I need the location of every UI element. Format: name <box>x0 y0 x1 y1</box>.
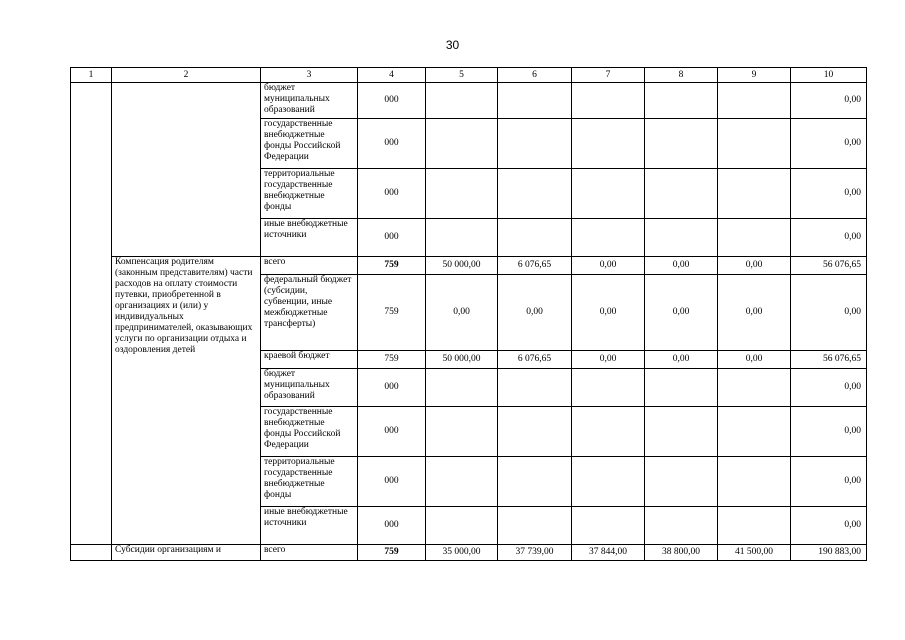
year-value-cell <box>426 407 498 457</box>
year-value-cell <box>572 219 645 257</box>
code-cell: 000 <box>358 83 426 119</box>
funding-source-cell: бюджет муниципальных образований <box>261 83 358 119</box>
year-value-cell <box>572 169 645 219</box>
funding-source-cell: бюджет муниципальных образований <box>261 369 358 407</box>
year-value-cell <box>645 169 718 219</box>
year-value-cell <box>498 407 572 457</box>
header-cell: 5 <box>426 68 498 83</box>
measure-name-cell <box>112 83 261 257</box>
header-cell: 9 <box>718 68 791 83</box>
year-value-cell <box>572 119 645 169</box>
year-value-cell <box>572 83 645 119</box>
year-value-cell: 37 739,00 <box>498 545 572 561</box>
code-cell: 759 <box>358 275 426 351</box>
year-value-cell: 41 500,00 <box>718 545 791 561</box>
year-value-cell <box>426 219 498 257</box>
funding-source-cell: краевой бюджет <box>261 351 358 369</box>
year-value-cell <box>718 219 791 257</box>
header-cell: 2 <box>112 68 261 83</box>
year-value-cell: 0,00 <box>572 351 645 369</box>
header-cell: 3 <box>261 68 358 83</box>
year-value-cell <box>572 369 645 407</box>
year-value-cell <box>645 407 718 457</box>
funding-source-cell: федеральный бюджет (субсидии, субвенции, иные межбюджетные трансферты) <box>261 275 358 351</box>
header-cell: 8 <box>645 68 718 83</box>
year-value-cell <box>426 507 498 545</box>
year-value-cell <box>645 369 718 407</box>
measure-name-cell: Субсидии организациям и <box>112 545 261 561</box>
year-value-cell <box>572 457 645 507</box>
year-value-cell: 38 800,00 <box>645 545 718 561</box>
code-cell: 000 <box>358 369 426 407</box>
funding-source-cell: территориальные государственные внебюджетные фонды <box>261 457 358 507</box>
funding-source-cell: территориальные государственные внебюджетные фонды <box>261 169 358 219</box>
year-value-cell: 0,00 <box>645 351 718 369</box>
funding-source-cell: государственные внебюджетные фонды Российской Федерации <box>261 407 358 457</box>
year-value-cell <box>718 83 791 119</box>
code-cell: 000 <box>358 119 426 169</box>
total-cell: 0,00 <box>791 83 867 119</box>
year-value-cell: 35 000,00 <box>426 545 498 561</box>
year-value-cell: 0,00 <box>718 275 791 351</box>
year-value-cell: 0,00 <box>498 275 572 351</box>
funding-source-cell: всего <box>261 257 358 275</box>
year-value-cell <box>645 83 718 119</box>
year-value-cell <box>498 169 572 219</box>
total-cell: 56 076,65 <box>791 257 867 275</box>
year-value-cell <box>426 83 498 119</box>
year-value-cell: 0,00 <box>645 257 718 275</box>
total-cell: 190 883,00 <box>791 545 867 561</box>
year-value-cell <box>572 407 645 457</box>
year-value-cell: 0,00 <box>718 257 791 275</box>
year-value-cell <box>645 507 718 545</box>
total-cell: 0,00 <box>791 275 867 351</box>
year-value-cell <box>498 219 572 257</box>
year-value-cell <box>498 507 572 545</box>
total-cell: 56 076,65 <box>791 351 867 369</box>
total-cell: 0,00 <box>791 457 867 507</box>
year-value-cell: 0,00 <box>718 351 791 369</box>
year-value-cell <box>498 457 572 507</box>
code-cell: 000 <box>358 407 426 457</box>
budget-table <box>70 67 867 561</box>
funding-source-cell: иные внебюджетные источники <box>261 219 358 257</box>
table-row <box>71 545 867 561</box>
code-cell: 759 <box>358 257 426 275</box>
year-value-cell: 0,00 <box>426 275 498 351</box>
year-value-cell: 0,00 <box>572 257 645 275</box>
year-value-cell <box>426 169 498 219</box>
header-cell: 6 <box>498 68 572 83</box>
year-value-cell <box>498 119 572 169</box>
year-value-cell <box>426 119 498 169</box>
header-cell: 4 <box>358 68 426 83</box>
year-value-cell <box>645 457 718 507</box>
header-row <box>71 68 867 83</box>
header-cell: 1 <box>71 68 112 83</box>
header-cell: 10 <box>791 68 867 83</box>
year-value-cell <box>426 457 498 507</box>
table-row <box>71 83 867 119</box>
total-cell: 0,00 <box>791 119 867 169</box>
code-cell: 000 <box>358 457 426 507</box>
year-value-cell <box>498 83 572 119</box>
measure-name-cell: Компенсация родителям (законным представителям) части расходов на оплату стоимости путевки, приобретенной в организациях и (или) у индивидуальных предпринимателей, оказывающих услуги по организации отдыха и оздоровления детей <box>112 257 261 545</box>
year-value-cell <box>645 119 718 169</box>
year-value-cell: 50 000,00 <box>426 351 498 369</box>
code-cell: 759 <box>358 545 426 561</box>
row-number-cell <box>71 83 112 545</box>
year-value-cell <box>645 219 718 257</box>
header-cell: 7 <box>572 68 645 83</box>
total-cell: 0,00 <box>791 369 867 407</box>
code-cell: 000 <box>358 169 426 219</box>
year-value-cell <box>718 369 791 407</box>
year-value-cell: 37 844,00 <box>572 545 645 561</box>
total-cell: 0,00 <box>791 507 867 545</box>
funding-source-cell: государственные внебюджетные фонды Российской Федерации <box>261 119 358 169</box>
year-value-cell <box>718 507 791 545</box>
total-cell: 0,00 <box>791 219 867 257</box>
year-value-cell <box>426 369 498 407</box>
funding-source-cell: всего <box>261 545 358 561</box>
year-value-cell: 0,00 <box>572 275 645 351</box>
year-value-cell <box>498 369 572 407</box>
year-value-cell <box>572 507 645 545</box>
code-cell: 759 <box>358 351 426 369</box>
code-cell: 000 <box>358 507 426 545</box>
year-value-cell: 6 076,65 <box>498 351 572 369</box>
year-value-cell <box>718 407 791 457</box>
year-value-cell: 50 000,00 <box>426 257 498 275</box>
year-value-cell <box>718 169 791 219</box>
code-cell: 000 <box>358 219 426 257</box>
row-number-cell <box>71 545 112 561</box>
funding-source-cell: иные внебюджетные источники <box>261 507 358 545</box>
total-cell: 0,00 <box>791 407 867 457</box>
year-value-cell: 0,00 <box>645 275 718 351</box>
year-value-cell <box>718 457 791 507</box>
total-cell: 0,00 <box>791 169 867 219</box>
page-number: 30 <box>445 38 460 52</box>
year-value-cell: 6 076,65 <box>498 257 572 275</box>
year-value-cell <box>718 119 791 169</box>
table-row <box>71 257 867 275</box>
